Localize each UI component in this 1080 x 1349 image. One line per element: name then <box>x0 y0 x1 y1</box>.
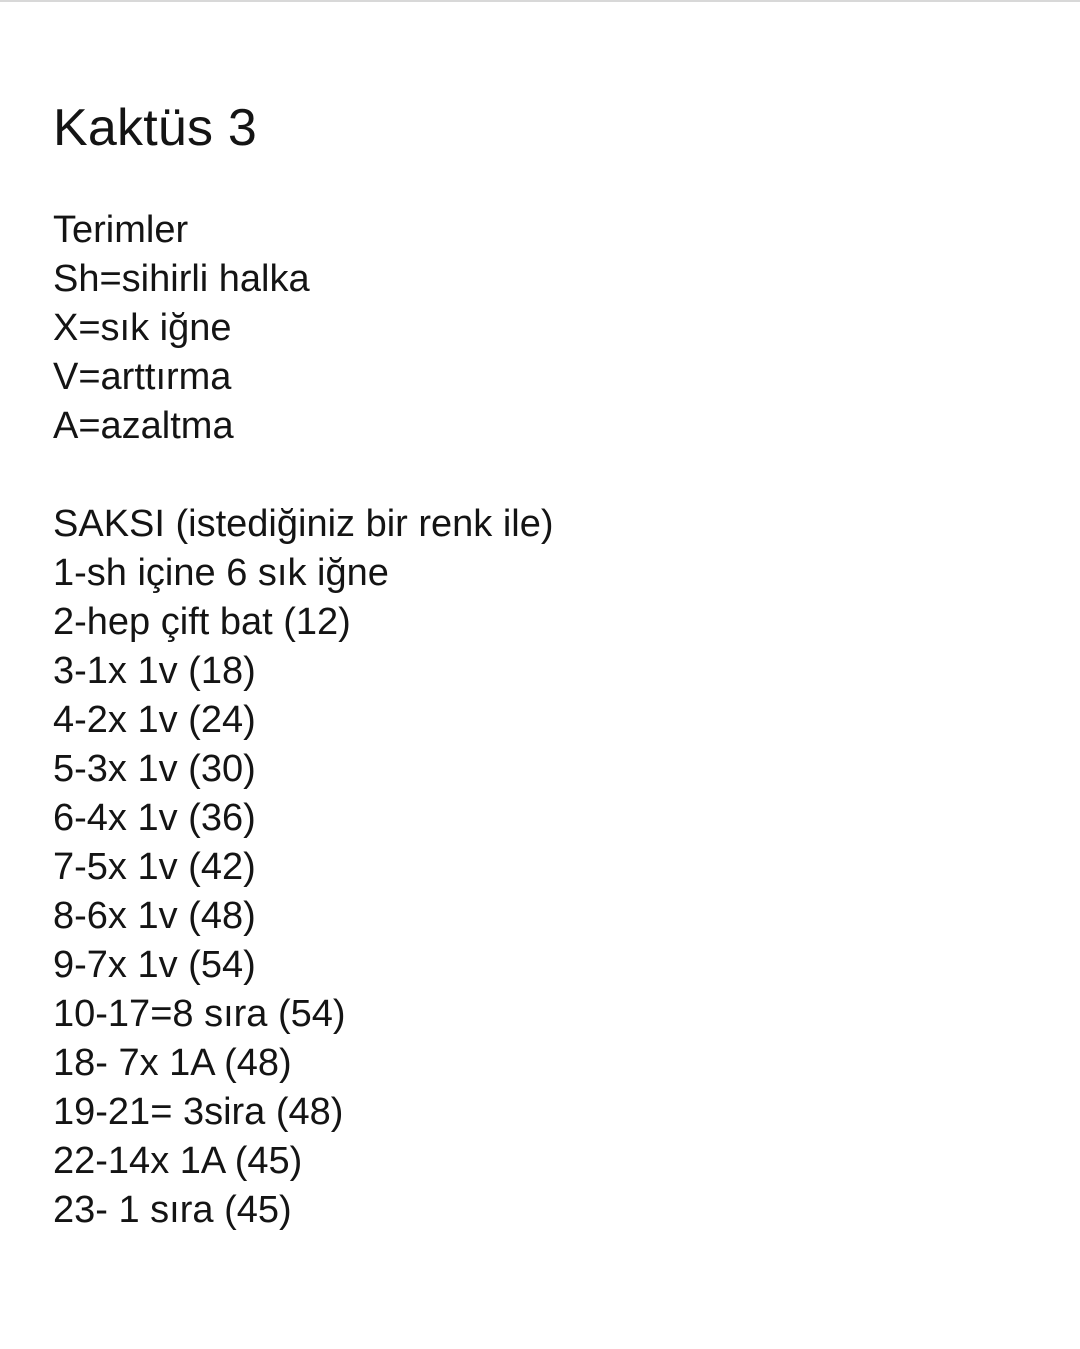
terms-heading: Terimler <box>53 209 189 251</box>
pattern-row: 8-6x 1v (48) <box>53 895 256 937</box>
term-item: X=sık iğne <box>53 307 232 349</box>
pattern-row: 18- 7x 1A (48) <box>53 1042 292 1084</box>
term-item: Sh=sihirli halka <box>53 258 310 300</box>
term-item: V=arttırma <box>53 356 232 398</box>
pattern-row: 6-4x 1v (36) <box>53 797 256 839</box>
pattern-row: 23- 1 sıra (45) <box>53 1189 292 1231</box>
pattern-row: 9-7x 1v (54) <box>53 944 256 986</box>
terms-section <box>53 206 1033 451</box>
pattern-row: 5-3x 1v (30) <box>53 748 256 790</box>
pattern-row: 22-14x 1A (45) <box>53 1140 303 1182</box>
top-divider <box>0 0 1080 2</box>
pattern-row: 4-2x 1v (24) <box>53 699 256 741</box>
page-title: Kaktüs 3 <box>53 99 257 157</box>
term-item: A=azaltma <box>53 405 234 447</box>
pattern-row: 2-hep çift bat (12) <box>53 601 351 643</box>
pattern-row: 3-1x 1v (18) <box>53 650 256 692</box>
pot-heading: SAKSI (istediğiniz bir renk ile) <box>53 503 554 545</box>
document-page <box>53 92 1033 1235</box>
pattern-row: 7-5x 1v (42) <box>53 846 256 888</box>
pattern-row: 19-21= 3sira (48) <box>53 1091 344 1133</box>
pattern-row: 1-sh içine 6 sık iğne <box>53 552 389 594</box>
pot-section <box>53 500 1033 1235</box>
pattern-row: 10-17=8 sıra (54) <box>53 993 346 1035</box>
